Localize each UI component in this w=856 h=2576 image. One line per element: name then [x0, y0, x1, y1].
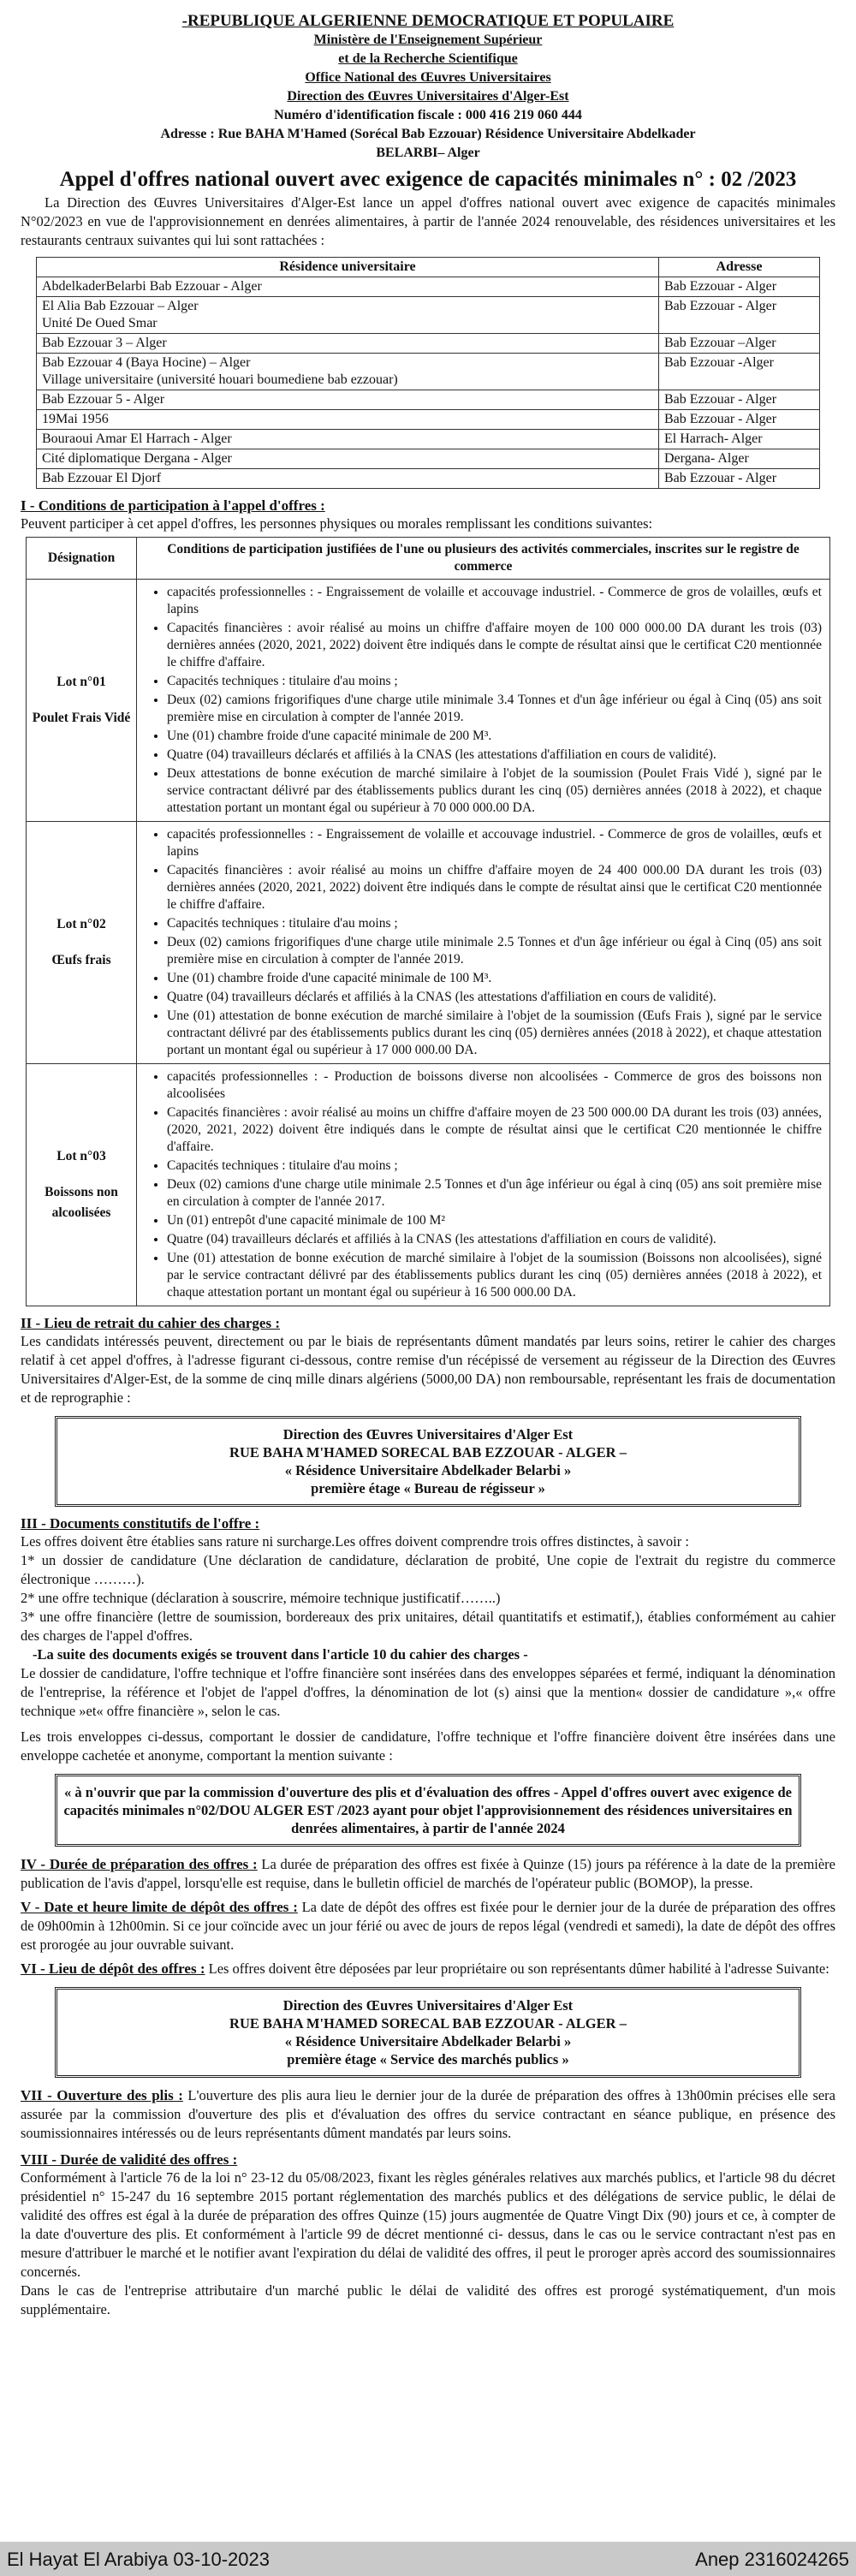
residence-name: El Alia Bab Ezzouar – Alger Unité De Oued Smar	[37, 297, 659, 334]
republic-heading: -REPUBLIQUE ALGERIENNE DEMOCRATIQUE ET POPULAIRE	[181, 12, 675, 30]
residence-address: Bab Ezzouar - Alger	[659, 410, 820, 430]
box-line: RUE BAHA M'HAMED SORECAL BAB EZZOUAR - ALGER –	[229, 1444, 627, 1461]
condition-item: • Deux (02) camions d'une charge utile minimale 2.5 Tonnes et d'un âge inférieur ou égal à cinq (05) ans soit première mise en circulation à compter de l'année 2017.	[167, 1176, 822, 1211]
section-5-text: La date de dépôt des offres est fixée pour le dernier jour de la durée de préparation des offres de 09h00min à 12h00min. Si ce jour coïncide avec un jour férié ou avec de jours de repos légal (vendredi et samedi), la date de dépôt des offres est prorogée au jour ouvrable suivant.	[21, 1899, 836, 1953]
residence-address: El Harrach- Alger	[659, 430, 820, 449]
residence-name: AbdelkaderBelarbi Bab Ezzouar - Alger	[37, 277, 659, 297]
box-line: RUE BAHA M'HAMED SORECAL BAB EZZOUAR - ALGER –	[229, 2015, 627, 2032]
table-row	[37, 410, 820, 430]
condition-item: • capacités professionnelles : - Engraissement de volaille et accouvage industriel. - Commerce de gros de volailles, œufs et lapins	[167, 584, 822, 618]
section-5-title: V - Date et heure limite de dépôt des offres :	[21, 1899, 298, 1915]
section-3-p1: Les offres doivent être établies sans rature ni surcharge.Les offres doivent comprendre trois offres distinctes, à savoir :	[21, 1533, 689, 1550]
section-3-title: III - Documents constitutifs de l'offre :	[21, 1515, 260, 1532]
section-1-text: Peuvent participer à cet appel d'offres, les personnes physiques ou morales remplissant les conditions suivantes:	[21, 515, 653, 532]
residence-name: Bab Ezzouar El Djorf	[37, 469, 659, 489]
condition-item: • Une (01) attestation de bonne exécution de marché similaire à l'objet de la soumission (Œufs Frais ), signé par le service contractant délivré par des établissements publics durant les cinq (05) dernières années (2018 à 2022), et chaque attestation portant un montant égal ou supérieur à 17 000 000.00 DA.	[167, 1008, 822, 1059]
residence-name: Bab Ezzouar 5 - Alger	[37, 390, 659, 410]
section-7-title: VII - Ouverture des plis :	[21, 2087, 183, 2103]
section-7	[21, 2086, 835, 2143]
residence-address: Bab Ezzouar - Alger	[659, 469, 820, 489]
lot-product: Poulet Frais Vidé	[32, 711, 131, 725]
withdrawal-address-box	[55, 1416, 801, 1507]
table-row	[37, 469, 820, 489]
ministry-line-2: et de la Recherche Scientifique	[338, 51, 518, 66]
condition-item: • Un (01) entrepôt d'une capacité minimale de 100 M²	[167, 1212, 822, 1229]
condition-item: • capacités professionnelles : - Production de boissons diverse non alcoolisées - Commerce de gros des boissons non alcoolisées	[167, 1068, 822, 1103]
lot-product: Œufs frais	[51, 953, 111, 967]
lot-designation	[27, 822, 137, 1064]
newspaper-source: El Hayat El Arabiya 03-10-2023	[7, 2549, 270, 2570]
residence-address: Dergana- Alger	[659, 449, 820, 469]
table-row	[37, 334, 820, 354]
box-line: première étage « Service des marchés publics »	[287, 2051, 569, 2067]
table-row	[37, 430, 820, 449]
condition-item: • Quatre (04) travailleurs déclarés et affiliés à la CNAS (les attestations d'affiliation en cours de validité).	[167, 747, 822, 764]
notice-title: Appel d'offres national ouvert avec exigence de capacités minimales n° : 02 /2023	[59, 168, 797, 191]
section-3-p7: Les trois enveloppes ci-dessus, comportant le dossier de candidature, l'offre technique et l'offre financière doivent être insérées dans une enveloppe cachetée et anonyme, comportant la mention suivante :	[21, 1728, 835, 1764]
section-3-p5: -La suite des documents exigés se trouvent dans l'article 10 du cahier des charges -	[33, 1646, 528, 1663]
office-name: Office National des Œuvres Universitaires	[305, 70, 551, 85]
residence-name: Bab Ezzouar 4 (Baya Hocine) – Alger Village universitaire (université houari boumediene bab ezzouar)	[37, 354, 659, 390]
deposit-address-box	[55, 1987, 801, 2078]
lot-conditions	[137, 1064, 830, 1306]
box-line: Direction des Œuvres Universitaires d'Alger Est	[282, 1426, 574, 1443]
condition-item: • Capacités financières : avoir réalisé au moins un chiffre d'affaire moyen de 24 400 000.00 DA durant les trois (03) dernières années (2020, 2021, 2022) doivent être indiqués dans le compte de résultat ainsi que le certificat C20 mentionnée le chiffre d'affaire.	[167, 862, 822, 913]
envelope-mention-box	[55, 1774, 801, 1847]
tender-notice	[21, 12, 835, 2319]
condition-item: • Quatre (04) travailleurs déclarés et affiliés à la CNAS (les attestations d'affiliation en cours de validité).	[167, 1231, 822, 1248]
condition-item: • Une (01) chambre froide d'une capacité minimale de 100 M³.	[167, 970, 822, 987]
section-4-text: La durée de préparation des offres est fixée à Quinze (15) jours pa référence à la date de la première publication de l'avis d'appel, lorsqu'elle est requise, dans le bulletin officiel de marchés de l'opérateur public (BOMOP), la presse.	[21, 1856, 836, 1891]
condition-item: • Capacités techniques : titulaire d'au moins ;	[167, 673, 822, 690]
condition-item: • Capacités financières : avoir réalisé au moins un chiffre d'affaire moyen de 23 500 000.00 DA durant les trois (03) années, (2020, 2021, 2022) doivent être indiqués dans le compte de résultat ainsi que le certificat C20 mentionnée le chiffre d'affaire.	[167, 1104, 822, 1156]
box-line: « Résidence Universitaire Abdelkader Belarbi »	[284, 1462, 572, 1478]
lot-designation	[27, 1064, 137, 1306]
lot-number: Lot n°02	[56, 917, 106, 931]
tax-id: Numéro d'identification fiscale : 000 416 219 060 444	[274, 108, 582, 122]
residence-address: Bab Ezzouar - Alger	[659, 277, 820, 297]
lot-row	[27, 822, 830, 1064]
section-8-p1: Conformément à l'article 76 de la loi n° 23-12 du 05/08/2023, fixant les règles générales relatives aux marchés publics, et l'article 98 du décret présidentiel n° 15-247 du 16 septembre 2015 portant réglementation des marchés publics et des délégations de service public, le délai de validité des offres est égal à la durée de préparation des offres Quinze (15) jours augmentée de Quatre Vingt Dix (90) jours et ce, à compter de la date d'ouverture des plis. Et conformément à l'article 99 de décret mentionné ci- dessus, dans le cas ou le service contractant n'est pas en mesure d'attribuer le marché et le notifier avant l'expiration du délai de validité des offres, il peut le proroger après accord des soumissionnaires concernés.	[21, 2169, 835, 2280]
condition-item: • Capacités techniques : titulaire d'au moins ;	[167, 915, 822, 932]
lot-product: Boissons non alcoolisées	[45, 1185, 118, 1220]
condition-item: • Une (01) attestation de bonne exécution de marché similaire à l'objet de la soumission (Boissons non alcoolisées), signé par le service contractant délivré par des établissements publics durant les cinq (05) dernières années (2018 à 2022), et chaque attestation portant un montant égal ou supérieur à 16 500 000.00 DA.	[167, 1250, 822, 1301]
column-header-address: Adresse	[659, 258, 820, 277]
lot-conditions	[137, 822, 830, 1064]
box-line: première étage « Bureau de régisseur »	[311, 1480, 545, 1496]
direction-name: Direction des Œuvres Universitaires d'Alger-Est	[287, 89, 569, 104]
lot-number: Lot n°03	[56, 1149, 106, 1163]
box-line: « Résidence Universitaire Abdelkader Belarbi »	[284, 2033, 572, 2049]
lots-table	[26, 537, 830, 1306]
section-5	[21, 1898, 835, 1954]
condition-item: • capacités professionnelles : - Engraissement de volaille et accouvage industriel. - Commerce de gros de volailles, œufs et lapins	[167, 826, 822, 860]
condition-item: • Capacités techniques : titulaire d'au moins ;	[167, 1157, 822, 1175]
lot-row	[27, 1064, 830, 1306]
residence-address: Bab Ezzouar - Alger	[659, 390, 820, 410]
header	[21, 12, 835, 163]
table-row	[37, 277, 820, 297]
footer-bar	[0, 2542, 856, 2576]
residence-name: 19Mai 1956	[37, 410, 659, 430]
condition-item: • Quatre (04) travailleurs déclarés et affiliés à la CNAS (les attestations d'affiliation en cours de validité).	[167, 989, 822, 1006]
section-8-title: VIII - Durée de validité des offres :	[21, 2151, 238, 2168]
lot-number: Lot n°01	[56, 675, 106, 689]
residences-body	[37, 277, 820, 489]
residences-table	[36, 257, 820, 489]
table-row	[37, 449, 820, 469]
anep-reference: Anep 2316024265	[695, 2549, 849, 2570]
section-2-text: Les candidats intéressés peuvent, directement ou par le biais de représentants dûment mandatés par leurs soins, retirer le cahier des charges relatif à cet appel d'offres, à l'adresse figurant ci-dessous, contre remise d'un récépissé de versement au régisseur de la Direction des Œuvres Universitaires d'Alger-Est, de la somme de cinq mille dinars algériens (5000,00 DA) non remboursable, représentant les frais de documentation et de reprographie :	[21, 1333, 835, 1406]
column-header-designation: Désignation	[27, 538, 137, 580]
lot-designation	[27, 580, 137, 822]
section-8-p2: Dans le cas de l'entreprise attributaire d'un marché public le délai de validité des offres est prorogé systématiquement, d'un mois supplémentaire.	[21, 2282, 835, 2317]
section-3-p6: Le dossier de candidature, l'offre technique et l'offre financière sont insérées dans des enveloppes séparées et fermé, indiquant la dénomination de l'entreprise, la référence et l'objet de l'appel d'offres, la dénomination de lot (s) ainsi que la mention« dossier de candidature »,« offre technique »et« offre financière », selon le cas.	[21, 1665, 835, 1719]
residence-address: Bab Ezzouar –Alger	[659, 334, 820, 354]
section-3-p2: 1* un dossier de candidature (Une déclaration de candidature, déclaration de probité, Une copie de l'extrait du registre du commerce électronique ………).	[21, 1552, 835, 1587]
table-row	[37, 354, 820, 390]
box-line: Direction des Œuvres Universitaires d'Alger Est	[282, 1997, 574, 2014]
section-3-p3: 2* une offre technique (déclaration à souscrire, mémoire technique justificatif……..)	[21, 1590, 501, 1606]
residence-name: Bab Ezzouar 3 – Alger	[37, 334, 659, 354]
address-line-1: Adresse : Rue BAHA M'Hamed (Sorécal Bab Ezzouar) Résidence Universitaire Abdelkader	[160, 127, 696, 141]
lot-row	[27, 580, 830, 822]
section-6-text: Les offres doivent être déposées par leur propriétaire ou son représentants dûmer habilité à l'adresse Suivante:	[208, 1960, 829, 1977]
section-3-p4: 3* une offre financière (lettre de soumission, bordereaux des prix unitaires, détail quantitatifs et estimatif,), établies conformément au cahier des charges de l'appel d'offres.	[21, 1609, 835, 1644]
section-1-title: I - Conditions de participation à l'appel d'offres :	[21, 497, 325, 514]
condition-item: • Une (01) chambre froide d'une capacité minimale de 200 M³.	[167, 728, 822, 745]
section-4-title: IV - Durée de préparation des offres :	[21, 1856, 258, 1872]
section-2-title: II - Lieu de retrait du cahier des charges :	[21, 1315, 280, 1331]
condition-item: • Deux attestations de bonne exécution de marché similaire à l'objet de la soumission (Poulet Frais Vidé ), signé par le service contractant délivré par des établissements publics durant les cinq (05) dernières années (2018 à 2022), et chaque attestation portant un montant égal ou supérieur à 70 000 000.00 DA.	[167, 765, 822, 817]
section-6-title: VI - Lieu de dépôt des offres :	[21, 1960, 205, 1977]
table-row	[37, 390, 820, 410]
table-row	[37, 297, 820, 334]
section-4	[21, 1855, 835, 1893]
condition-item: • Capacités financières : avoir réalisé au moins un chiffre d'affaire moyen de 100 000 000.00 DA durant les trois (03) dernières années (2020, 2021, 2022) doivent être indiqués dans le compte de résultat ainsi que le certificat C20 mentionnée le chiffre d'affaire.	[167, 620, 822, 671]
intro-paragraph: La Direction des Œuvres Universitaires d'Alger-Est lance un appel d'offres national ouvert avec exigence de capacités minimales N°02/2023 en vue de l'approvisionnement en denrées alimentaires, à partir de l'année 2024 renouvelable, des résidences universitaires et les restaurants centraux suivantes qui lui sont rattachées :	[21, 194, 835, 248]
address-line-2: BELARBI– Alger	[376, 146, 480, 160]
residence-name: Cité diplomatique Dergana - Alger	[37, 449, 659, 469]
lot-conditions	[137, 580, 830, 822]
section-6	[21, 1960, 835, 1978]
condition-item: • Deux (02) camions frigorifiques d'une charge utile minimale 2.5 Tonnes et d'un âge inférieur ou égal à Cinq (05) ans soit première mise en circulation à compter de l'année 2019.	[167, 934, 822, 968]
lots-body	[27, 580, 830, 1306]
condition-item: • Deux (02) camions frigorifiques d'une charge utile minimale 3.4 Tonnes et d'un âge inférieur ou égal à Cinq (05) ans soit première mise en circulation à compter de l'année 2019.	[167, 692, 822, 726]
column-header-residence: Résidence universitaire	[37, 258, 659, 277]
residence-address: Bab Ezzouar - Alger	[659, 297, 820, 334]
column-header-conditions: Conditions de participation justifiées de l'une ou plusieurs des activités commerciales, inscrites sur le registre de commerce	[137, 538, 830, 580]
section-7-text: L'ouverture des plis aura lieu le dernier jour de la durée de préparation des offres à 13h00min précises elle sera assurée par la commission d'ouverture des plis et d'évaluation des offres du service contractant en séance publique, en présence des soumissionnaires intéressés ou de leurs représentants dûment mandatés par leurs soins.	[21, 2087, 836, 2141]
envelope-mention-text: « à n'ouvrir que par la commission d'ouverture des plis et d'évaluation des offres - Appel d'offres ouvert avec exigence de capacités minimales n°02/DOU ALGER EST /2023 ayant pour objet l'approvisionnement des résidences universitaires en denrées alimentaires, à partir de l'année 2024	[63, 1784, 793, 1836]
ministry-line-1: Ministère de l'Enseignement Supérieur	[313, 33, 543, 47]
residence-name: Bouraoui Amar El Harrach - Alger	[37, 430, 659, 449]
residence-address: Bab Ezzouar -Alger	[659, 354, 820, 390]
